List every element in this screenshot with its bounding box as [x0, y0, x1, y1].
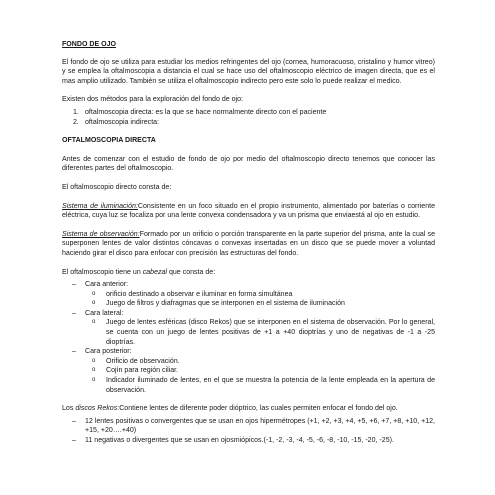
side-sublist: [62, 318, 435, 347]
sub-item: [62, 376, 435, 395]
list-item-text: oftalmoscopia indirecta:: [85, 118, 160, 126]
side-label: Cara lateral:: [85, 309, 124, 317]
sub-item: [62, 318, 435, 347]
discos-word: discos Rekos: [75, 405, 118, 413]
dash-bullet: –: [72, 309, 76, 317]
sub-item: [62, 366, 435, 376]
lens-text: 12 lentes positivas o convergentes que se usan en ojos hipermétropes (+1, +2, +3, +4, +5, +6, +7, +8, +10, +12, +15, +20….+40): [85, 417, 435, 435]
dash-bullet: –: [72, 417, 76, 425]
list-item-text: oftalmoscopia directa: es la que se hace normalmente directo con el paciente: [85, 108, 327, 116]
lens-item-negative: [62, 436, 435, 446]
lens-item-positive: [62, 417, 435, 436]
circle-bullet: o: [92, 300, 96, 307]
sub-item-text: orificio destinado a observar e iluminar en forma simultánea: [106, 290, 293, 298]
lens-text: 11 negativas o divergentes que se usan en ojosmiópicos.(-1, -2, -3, -4, -5, -6, -8, -10, -15, -20, -25).: [85, 437, 394, 444]
intro-paragraph: El fondo de ojo se utiliza para estudiar los medios refringentes del ojo (cornea, humoracuoso, cristalino y humor vitreo) y se emplea la oftalmoscopia a distancia el cual se hace uso del oftalmoscopio eléctrico de imagen directa, que es el mas amplio utilizado. También se utiliza el oftalmoscopio indirecto pero este solo lo puede realizar el medico.: [62, 58, 435, 85]
sub-item: [62, 290, 435, 300]
illumination-paragraph: [62, 202, 435, 221]
dash-bullet: –: [72, 281, 76, 289]
discos-paragraph: [62, 404, 435, 414]
head-word: cabezal: [142, 268, 167, 276]
side-label: Cara anterior:: [85, 281, 129, 289]
dash-bullet: –: [72, 348, 76, 356]
sub-item-text: Juego de filtros y diafragmas que se interponen en el sistema de iluminación: [106, 300, 345, 308]
side-item-anterior: [62, 280, 435, 309]
circle-bullet: o: [92, 377, 96, 384]
dash-bullet: –: [72, 437, 76, 444]
methods-intro: Existen dos métodos para la exploración del fondo de ojo:: [62, 96, 243, 104]
head-post: que consta de:: [167, 268, 216, 276]
sub-item: [62, 299, 435, 309]
list-item: [62, 118, 435, 128]
sub-item-text: Indicador iluminado de lentes, en el que se muestra la potencia de la lente empleada en la apertura de observación.: [106, 377, 435, 394]
list-number: 2.: [73, 118, 79, 126]
discos-post: :Contiene lentes de diferente poder dióptrico, las cuales permiten enfocar el fondo del ojo.: [117, 405, 398, 413]
consists-of-line: El oftalmoscopio directo consta de:: [62, 183, 172, 191]
side-sublist: [62, 357, 435, 395]
sub-item: [62, 357, 435, 367]
head-pre: El oftalmoscopio tiene un: [62, 268, 143, 276]
sub-item-text: Juego de lentes esféricas (disco Rekos) que se interponen en el sistema de observación. Por lo general, se cuenta con un juego de lentes positivas de +1 a +40 dioptrías y uno de negativas de -1 a -25 dioptrías.: [106, 319, 435, 346]
illumination-text: Consistente en un foco situado en el propio instrumento, alimentado por baterías o corriente eléctrica, cuya luz se focaliza por una lente convexa condensadora y va un prisma que enviaestá al ojo en estudio.: [62, 202, 436, 220]
circle-bullet: o: [92, 357, 96, 364]
side-sublist: [62, 290, 435, 309]
list-number: 1.: [73, 108, 79, 116]
circle-bullet: o: [92, 290, 96, 297]
methods-list: [62, 108, 435, 127]
circle-bullet: o: [92, 319, 96, 326]
head-line: [62, 268, 435, 278]
observation-paragraph: [62, 230, 435, 259]
section-heading: OFTALMOSCOPIA DIRECTA: [62, 137, 156, 145]
list-item: [62, 108, 435, 118]
document-title: FONDO DE OJO: [62, 41, 117, 48]
observation-label: Sistema de observación:: [62, 230, 140, 238]
observation-text: Formado por un orificio o porción transparente en la parte superior del prisma, ante la cual se superponen lentes de valor distintos cóncavas o convexas insertadas en un disco que se puede mover a voluntad haciendo girar el disco para enfocar con precisión las estructuras del fondo.: [62, 230, 435, 257]
side-label: Cara posterior:: [85, 348, 132, 356]
illumination-label: Sistema de iluminación:: [62, 202, 138, 210]
discos-pre: Los: [62, 405, 76, 413]
side-item-lateral: [62, 309, 435, 347]
lenses-list: [62, 417, 435, 446]
sub-item-text: Cojín para región ciliar.: [106, 367, 179, 375]
paragraph-before: Antes de comenzar con el estudio de fondo de ojo por medio del oftalmoscopio directo tenemos que conocer las diferentes partes del oftalmoscopio.: [62, 155, 435, 173]
side-item-posterior: [62, 347, 435, 395]
sides-list: [62, 280, 435, 395]
sub-item-text: Orificio de observación.: [106, 357, 180, 365]
circle-bullet: o: [92, 367, 96, 374]
